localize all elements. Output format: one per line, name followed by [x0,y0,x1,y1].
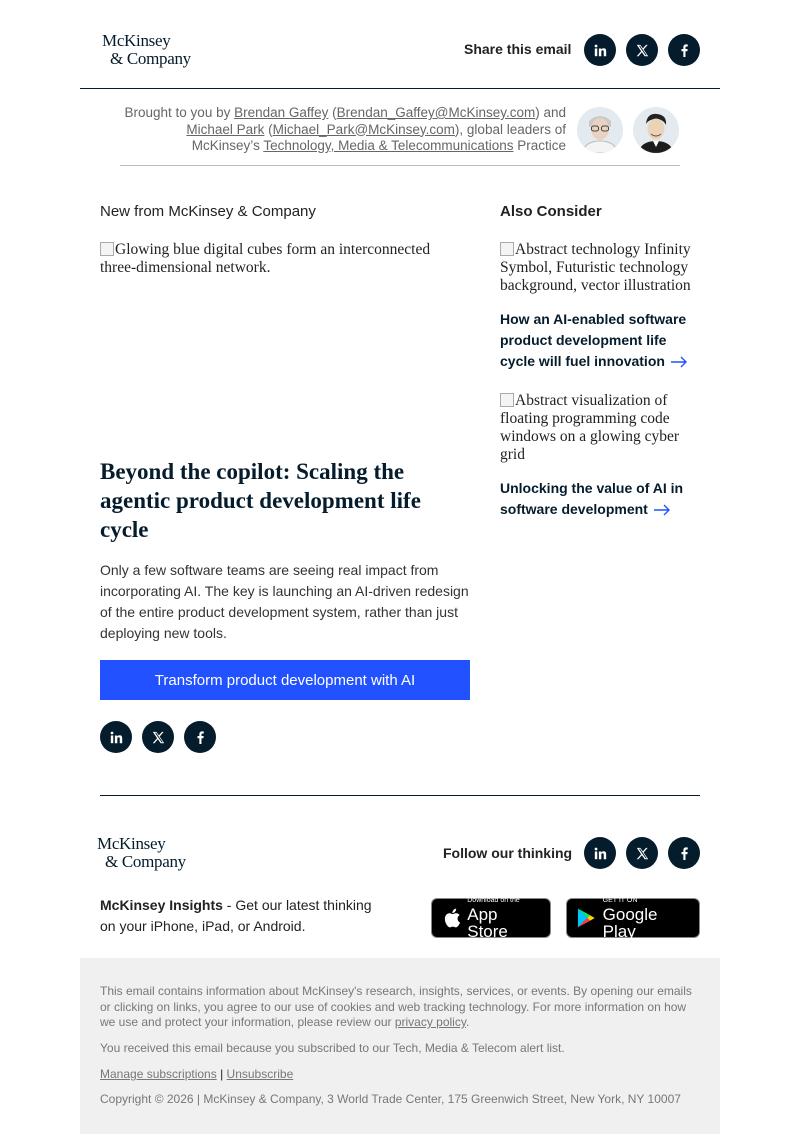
app-store-badge[interactable] [431,896,551,941]
footer-mckinsey-logo[interactable] [97,835,186,871]
main-article-image[interactable] [100,241,470,277]
disclaimer-period: . [465,1015,470,1029]
x-icon [152,731,165,744]
byline-prefix: Brought to you by [124,105,235,120]
side-item-2-image[interactable] [500,392,700,464]
broken-image-icon [500,242,514,256]
side-item-2-title: Unlocking the value of AI in software development [500,480,684,517]
google-play-icon [577,907,596,929]
broken-image-icon [500,393,514,407]
author-1-email-link[interactable]: Brendan_Gaffey@McKinsey.com [336,105,536,120]
facebook-icon [678,847,691,860]
facebook-share-button[interactable] [668,34,700,66]
linkedin-icon [110,731,123,744]
facebook-icon [678,44,691,57]
footer-social-links [584,837,700,869]
footer-x-button[interactable] [626,837,658,869]
side-item-1-image-alt: Abstract technology Infinity Symbol, Futuristic technology background, vector illustration [500,241,691,294]
footer-linkedin-button[interactable] [584,837,616,869]
main-article-title[interactable]: Beyond the copilot: Scaling the agentic product development life cycle [100,459,421,542]
byline-divider [120,165,680,166]
logo-line-2: & Company [110,49,191,68]
main-article-body: Only a few software teams are seeing real impact from incorporating AI. The key is launching an AI-driven redesign of the entire product development system, rather than just deploying new tools. [100,562,469,641]
transform-product-development-button[interactable]: Transform product development with AI [100,660,470,700]
logo-line-2: & Company [105,852,186,871]
app-store-small-text: Download on the [467,896,520,904]
header-divider [80,88,720,89]
google-play-badge[interactable] [566,896,700,941]
apple-icon [442,907,461,929]
arrow-right-icon [671,353,688,374]
side-item-2-image-alt: Abstract visualization of floating programming code windows on a glowing cyber grid [500,392,680,463]
linkedin-share-button[interactable] [584,34,616,66]
side-item-1-link[interactable] [500,309,700,374]
copyright-text: Copyright © 2026 | McKinsey & Company, 3 World Trade Center, 175 Greenwich Street, New York, NY 10007 [100,1092,681,1106]
logo-line-1: McKinsey [97,834,166,853]
main-image-alt: Glowing blue digital cubes form an interconnected three-dimensional network. [100,241,431,276]
google-play-small-text: GET IT ON [602,896,638,904]
google-play-big-text: Google Play [602,904,658,941]
footer-divider [100,795,700,796]
author-1-link[interactable]: Brendan Gaffey [234,105,329,120]
byline-and: and [543,105,566,120]
byline-leaders: , global leaders of McKinsey’s [191,121,566,153]
share-this-email-label: Share this email [464,41,572,57]
author-2-link[interactable]: Michael Park [186,121,265,137]
mckinsey-insights-promo [100,895,380,937]
disclaimer-text [100,984,700,1031]
privacy-policy-link[interactable]: privacy policy [394,1015,466,1029]
side-item-1-title: How an AI-enabled software product development life cycle will fuel innovation [500,311,687,369]
insights-text: - Get our latest thinking on your iPhone, iPad, or Android. [100,897,372,934]
byline-text: Brought to you by Brendan Gaffey (Brendan_Gaffey@McKinsey.com) and Michael Park (Michael_Park@McKinsey.com), global leaders of McKinsey’s Technology, Media & Telecommunications Practice [124,105,566,153]
article-linkedin-button[interactable] [100,721,132,753]
byline-practice-suffix: Practice [513,138,566,153]
linkedin-icon [594,847,607,860]
app-store-big-text: App Store [467,904,508,941]
legal-footer [80,958,720,1134]
facebook-icon [194,731,207,744]
x-share-button[interactable] [626,34,658,66]
follow-our-thinking-label: Follow our thinking [443,845,573,861]
side-item-2-link[interactable] [500,478,700,522]
linkedin-icon [594,44,607,57]
disclaimer-body: This email contains information about McKinsey's research, insights, services, or events. By opening our emails or clicking on links, you agree to our use of cookies and web tracking technology. For more information on how we use and protect your information, please review our [100,984,692,1029]
link-separator: | [220,1067,224,1081]
subscription-links [100,1067,700,1083]
author-2-avatar [633,107,679,153]
subscription-reason: You received this email because you subscribed to our Tech, Media & Telecom alert list. [100,1041,565,1055]
new-from-label: New from McKinsey & Company [100,203,316,220]
article-facebook-button[interactable] [184,721,216,753]
x-icon [636,44,649,57]
broken-image-icon [100,242,114,256]
unsubscribe-link[interactable]: Unsubscribe [226,1067,294,1081]
insights-title: McKinsey Insights [100,897,223,913]
mckinsey-logo[interactable] [102,32,191,68]
author-2-email-link[interactable]: Michael_Park@McKinsey.com [272,121,455,137]
footer-facebook-button[interactable] [668,837,700,869]
arrow-right-icon [654,501,671,522]
article-social-links [100,721,216,753]
header-social-links [584,34,700,66]
side-item-1-image[interactable] [500,241,700,295]
also-consider-label: Also Consider [500,203,602,220]
article-x-button[interactable] [142,721,174,753]
x-icon [636,847,649,860]
manage-subscriptions-link[interactable]: Manage subscriptions [100,1067,217,1081]
logo-line-1: McKinsey [102,31,171,50]
practice-link[interactable]: Technology, Media & Telecommunications [263,138,514,153]
author-1-avatar [577,107,623,153]
